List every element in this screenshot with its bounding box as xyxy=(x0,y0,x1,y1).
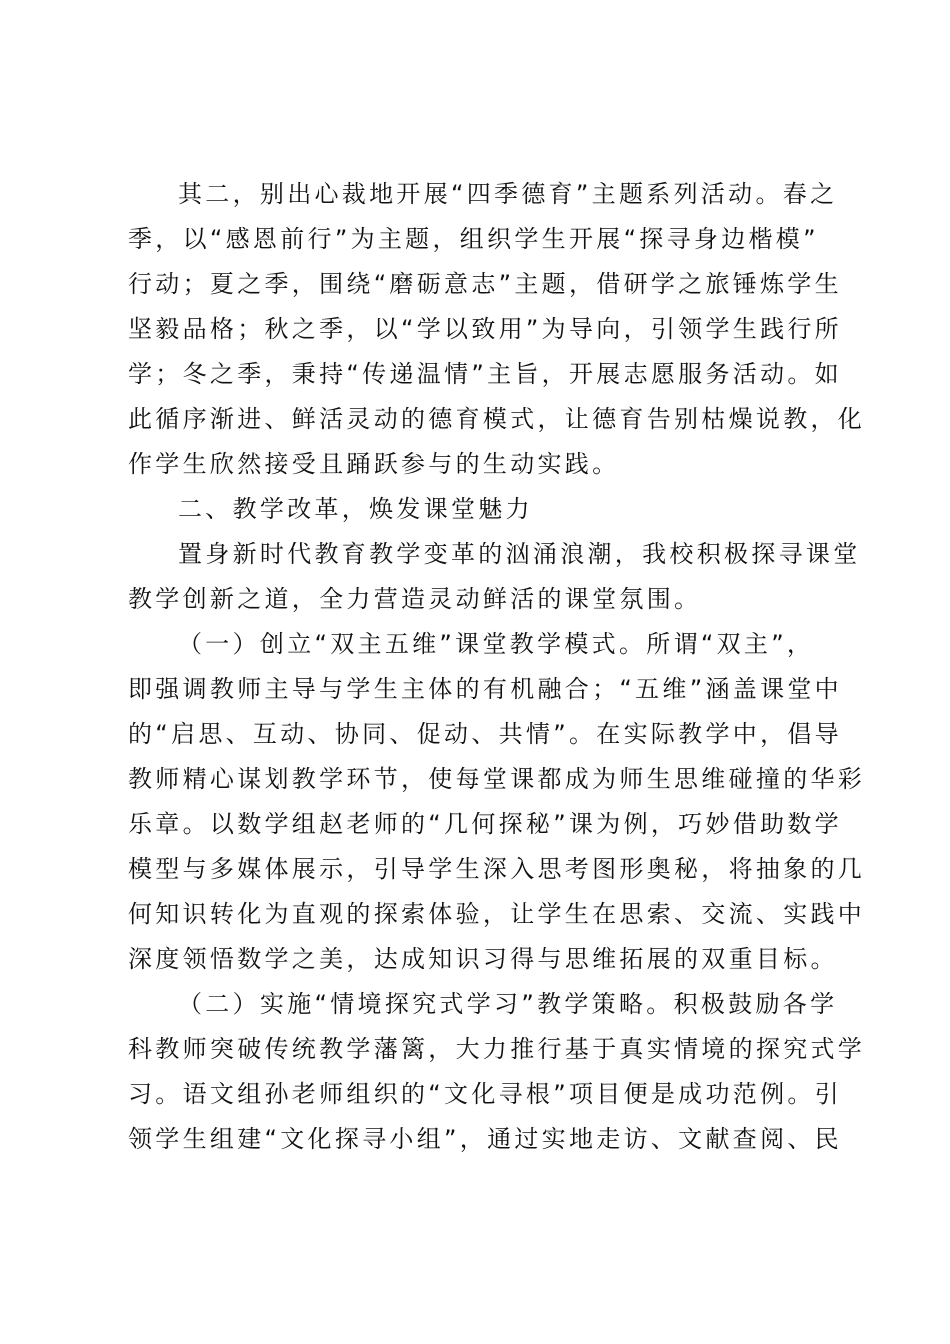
subsection-line: （二）实施“情境探究式学习”教学策略。积极鼓励各学 xyxy=(178,990,838,1018)
paragraph-line: 的“启思、互动、协同、促动、共情”。在实际教学中，倡导 xyxy=(128,720,842,748)
paragraph-line: 教学创新之道，全力营造灵动鲜活的课堂氛围。 xyxy=(128,585,702,613)
section-heading: 二、教学改革，焕发课堂魅力 xyxy=(178,495,533,523)
paragraph-line: 即强调教师主导与学生主体的有机融合；“五维”涵盖课堂中 xyxy=(128,675,842,703)
paragraph-line: 教师精心谋划教学环节，使每堂课都成为师生思维碰撞的华彩 xyxy=(128,765,866,793)
paragraph-line: 此循序渐进、鲜活灵动的德育模式，让德育告别枯燥说教，化 xyxy=(128,405,866,433)
paragraph-line: 作学生欣然接受且踊跃参与的生动实践。 xyxy=(128,450,620,478)
paragraph-line: 其二，别出心裁地开展“四季德育”主题系列活动。春之 xyxy=(178,180,838,208)
paragraph-line: 季，以“感恩前行”为主题，组织学生开展“探寻身边楷模” xyxy=(128,225,819,253)
paragraph-line: 置身新时代教育教学变革的汹涌浪潮，我校积极探寻课堂 xyxy=(178,540,861,568)
paragraph-line: 乐章。以数学组赵老师的“几何探秘”课为例，巧妙借助数学 xyxy=(128,810,842,838)
paragraph-line: 领学生组建“文化探寻小组”，通过实地走访、文献查阅、民 xyxy=(128,1125,842,1153)
paragraph-line: 深度领悟数学之美，达成知识习得与思维拓展的双重目标。 xyxy=(128,945,838,973)
paragraph-line: 习。语文组孙老师组织的“文化寻根”项目便是成功范例。引 xyxy=(128,1080,842,1108)
paragraph-line: 科教师突破传统教学藩篱，大力推行基于真实情境的探究式学 xyxy=(128,1035,866,1063)
paragraph-line: 模型与多媒体展示，引导学生深入思考图形奥秘，将抽象的几 xyxy=(128,855,866,883)
paragraph-line: 行动；夏之季，围绕“磨砺意志”主题，借研学之旅锤炼学生 xyxy=(128,270,842,298)
paragraph-line: 坚毅品格；秋之季，以“学以致用”为导向，引领学生践行所 xyxy=(128,315,842,343)
subsection-line: （一）创立“双主五维”课堂教学模式。所谓“双主”， xyxy=(178,630,815,658)
paragraph-line: 学；冬之季，秉持“传递温情”主旨，开展志愿服务活动。如 xyxy=(128,360,842,388)
paragraph-line: 何知识转化为直观的探索体验，让学生在思索、交流、实践中 xyxy=(128,900,866,928)
